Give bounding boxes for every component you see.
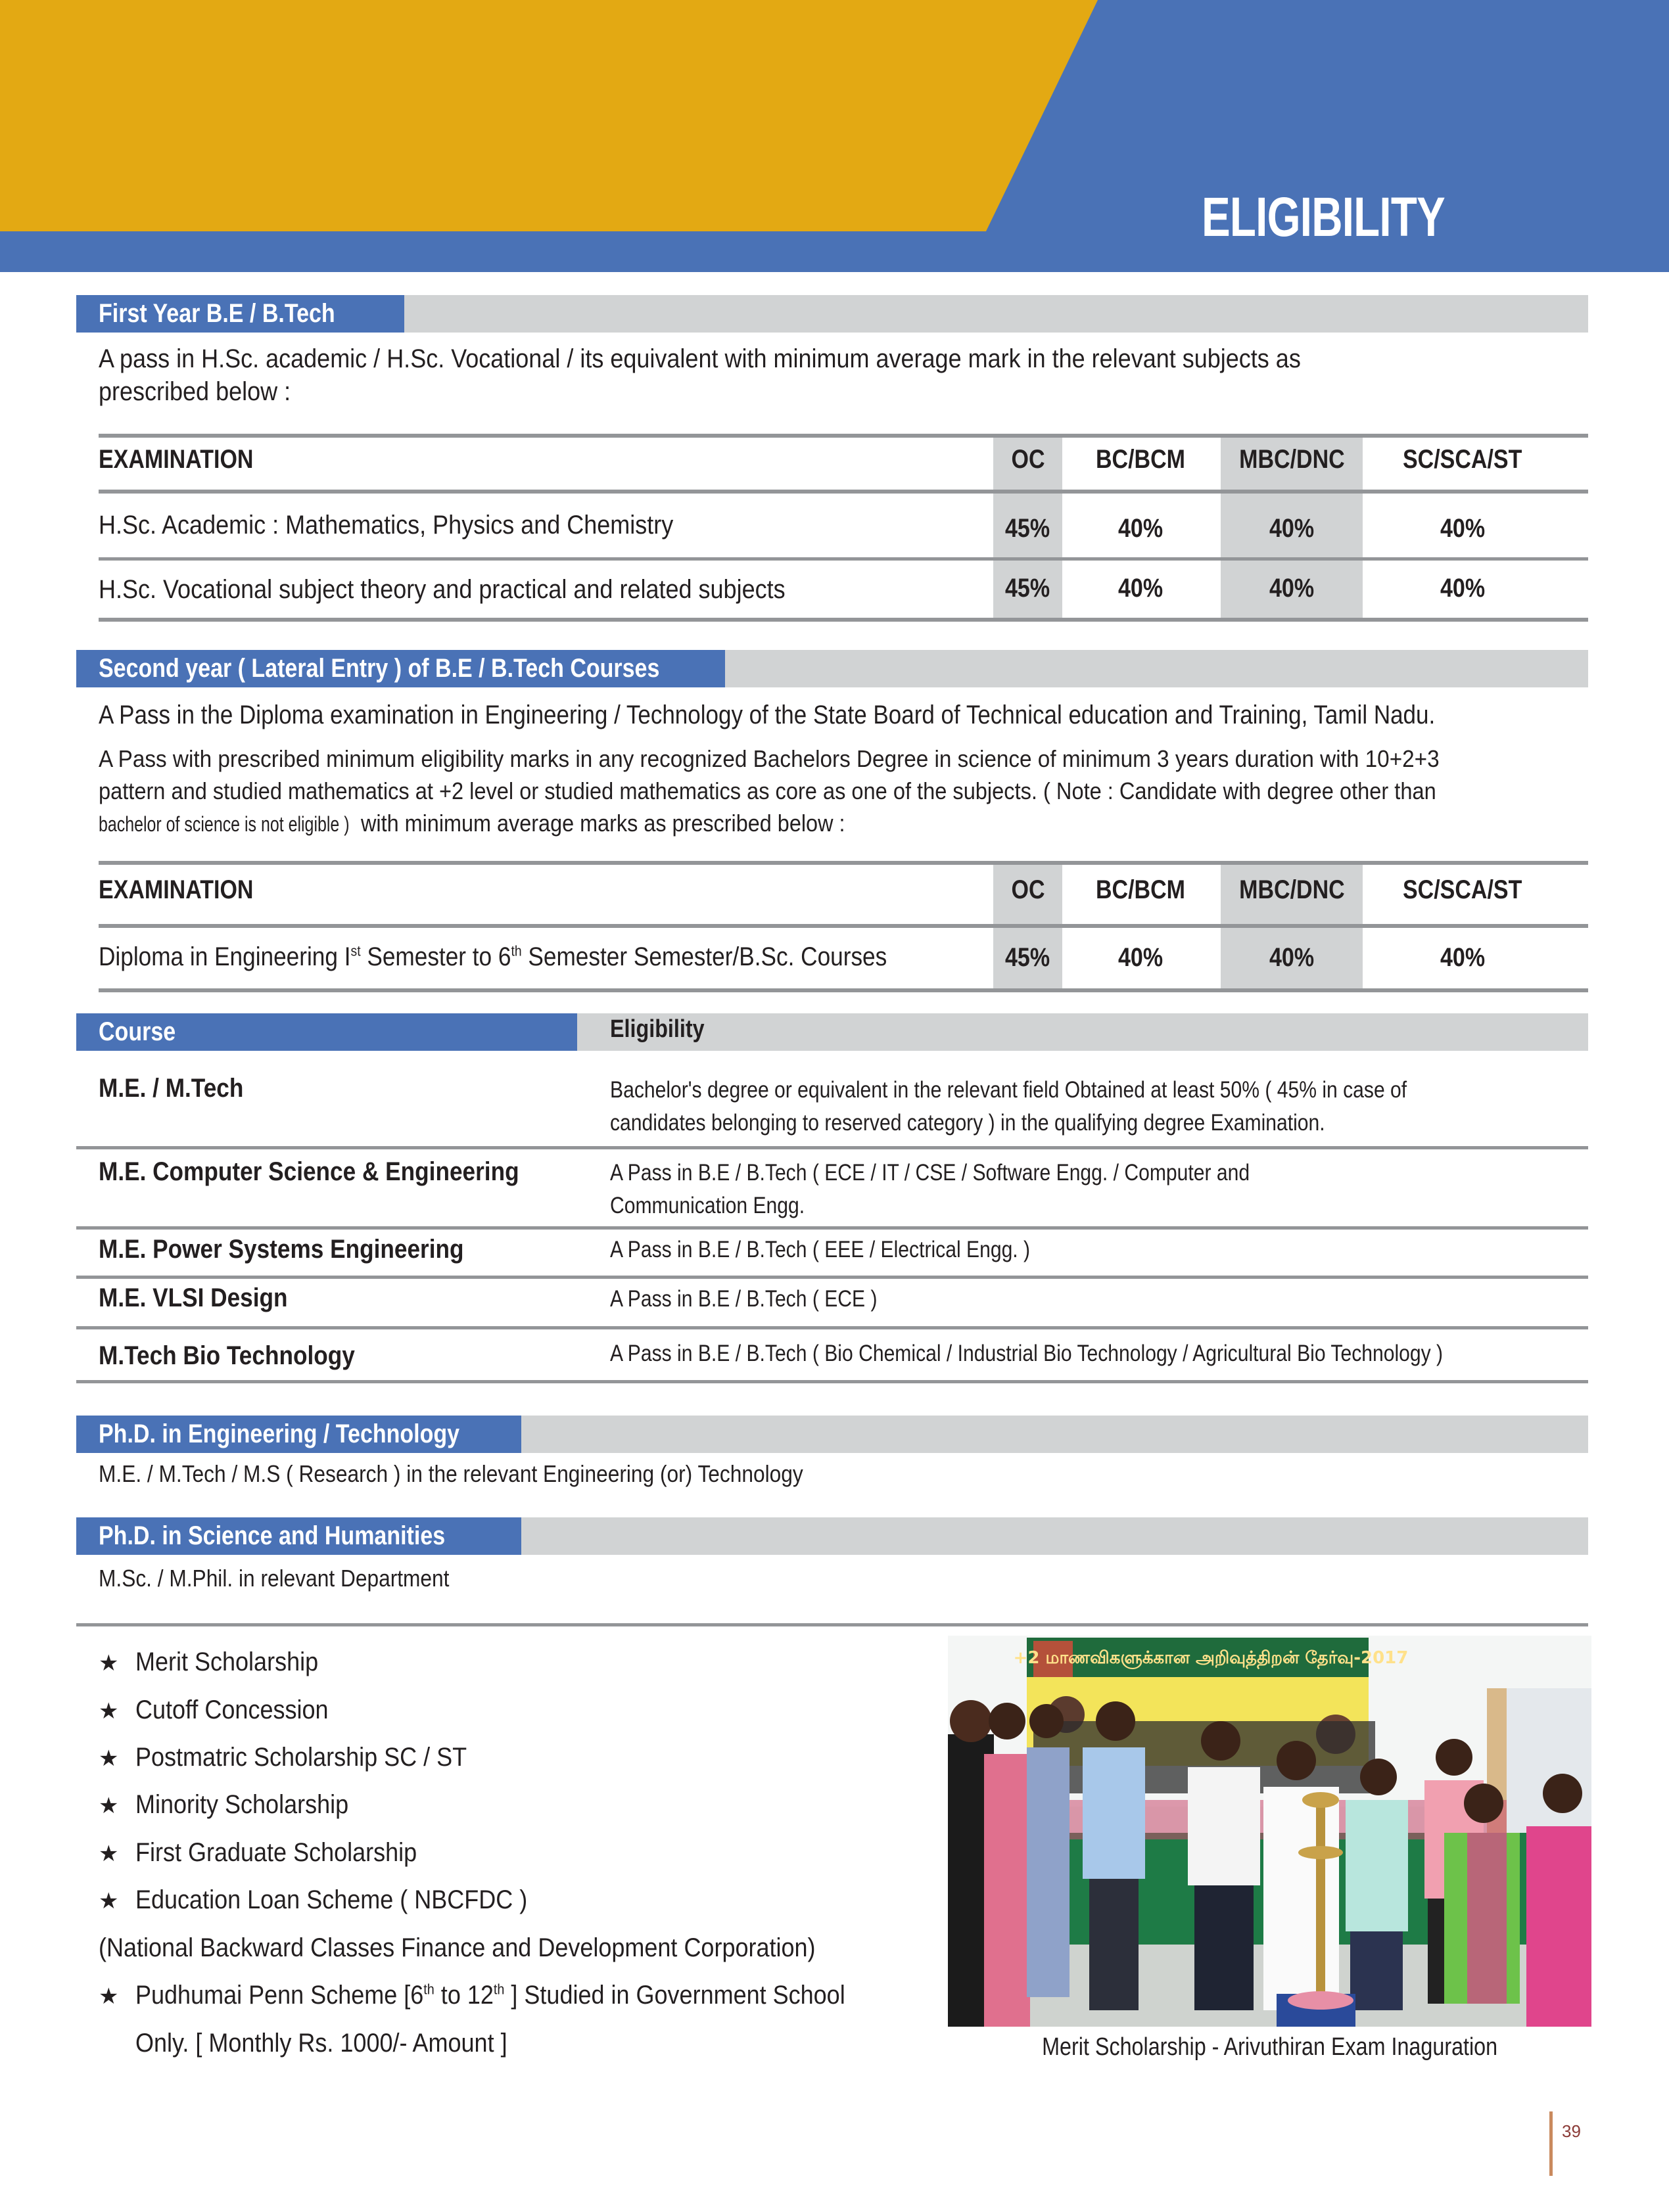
- list-item: ★ Cutoff Concession: [99, 1695, 329, 1724]
- star-icon: ★: [99, 1984, 119, 2009]
- course-eligibility: Bachelor's degree or equivalent in the relevant field Obtained at least 50% ( 45% in case of candidates belonging to reserved category ) in the qualifying degree Examination.: [610, 1077, 1407, 1136]
- phd-engineering-text: M.E. / M.Tech / M.S ( Research ) in the relevant Engineering (or) Technology: [99, 1460, 803, 1487]
- column-header-mbc: MBC/DNC: [1238, 445, 1345, 474]
- first-year-intro-line-1: A pass in H.Sc. academic / H.Sc. Vocational / its equivalent with minimum average mark in the relevant subjects as: [99, 344, 1301, 373]
- course-name: M.E. VLSI Design: [99, 1283, 288, 1312]
- value-bc: 40%: [1117, 943, 1164, 972]
- section-bar-phd-engineering: [76, 1416, 1588, 1453]
- course-eligibility: A Pass in B.E / B.Tech ( Bio Chemical / Industrial Bio Technology / Agricultural Bio Technology ): [610, 1341, 1444, 1366]
- table-rule: [99, 618, 1588, 622]
- course-name: M.Tech Bio Technology: [99, 1341, 355, 1370]
- column-header-sc: SC/SCA/ST: [1403, 875, 1522, 904]
- page-title: ELIGIBILITY: [1202, 186, 1445, 248]
- section-bar-first-year: [76, 295, 1588, 333]
- table-rule: [99, 557, 1588, 561]
- pudhumai-line-2: Only. [ Monthly Rs. 1000/- Amount ]: [135, 2029, 507, 2058]
- column-header-course: Course: [76, 1013, 577, 1051]
- table-rule: [99, 434, 1588, 438]
- value-mbc: 40%: [1269, 943, 1315, 972]
- section-divider: [76, 1623, 1588, 1626]
- course-eligibility: A Pass in B.E / B.Tech ( ECE ): [610, 1286, 878, 1312]
- list-item: ★ Merit Scholarship: [99, 1647, 319, 1676]
- exam-name: H.Sc. Academic : Mathematics, Physics and Chemistry: [99, 511, 674, 540]
- lateral-para-1: A Pass in the Diploma examination in Engineering / Technology of the State Board of Technical education and Training, Tamil Nadu.: [99, 701, 1436, 729]
- value-bc: 40%: [1117, 574, 1164, 603]
- photo-caption: Merit Scholarship - Arivuthiran Exam Inaguration: [1042, 2033, 1497, 2061]
- section-heading-phd-science: Ph.D. in Science and Humanities: [76, 1517, 521, 1555]
- column-header-bc: BC/BCM: [1095, 875, 1185, 904]
- page-number: 39: [1562, 2121, 1581, 2141]
- table-rule: [76, 1380, 1588, 1383]
- list-item: ★ Minority Scholarship: [99, 1790, 349, 1819]
- column-header-examination: EXAMINATION: [99, 445, 254, 474]
- event-photo-illustration: [948, 1636, 1591, 2027]
- course-name: M.E. Power Systems Engineering: [99, 1235, 464, 1264]
- page-number-bar: [1549, 2111, 1553, 2176]
- exam-name: H.Sc. Vocational subject theory and practical and related subjects: [99, 575, 786, 604]
- list-item: ★ Education Loan Scheme ( NBCFDC ): [99, 1885, 528, 1914]
- table-rule: [76, 1276, 1588, 1279]
- course-eligibility: A Pass in B.E / B.Tech ( ECE / IT / CSE / Software Engg. / Computer and Communication Engg.: [610, 1160, 1250, 1218]
- banner-text: +2 மாணவிகளுக்கான அறிவுத்திறன் தேர்வு-2017: [1013, 1648, 1409, 1668]
- value-oc: 45%: [1005, 514, 1050, 543]
- value-bc: 40%: [1117, 514, 1164, 543]
- course-name: M.E. Computer Science & Engineering: [99, 1157, 519, 1186]
- column-header-sc: SC/SCA/ST: [1403, 445, 1522, 474]
- column-header-bc: BC/BCM: [1095, 445, 1185, 474]
- course-table-header: [76, 1013, 1588, 1051]
- table-rule: [99, 490, 1588, 494]
- value-mbc: 40%: [1269, 574, 1315, 603]
- value-sc: 40%: [1440, 574, 1486, 603]
- column-header-mbc: MBC/DNC: [1238, 875, 1345, 904]
- nbcfdc-note: (National Backward Classes Finance and Development Corporation): [99, 1933, 816, 1962]
- header-accent-shape: [0, 0, 1117, 231]
- list-item: ★ Pudhumai Penn Scheme [6th to 12th ] Studied in Government School: [99, 1981, 845, 2010]
- table-rule: [99, 924, 1588, 928]
- column-header-eligibility: Eligibility: [610, 1015, 705, 1043]
- section-heading-phd-engineering: Ph.D. in Engineering / Technology: [76, 1416, 521, 1453]
- table-rule: [76, 1146, 1588, 1149]
- section-heading-lateral-entry: Second year ( Lateral Entry ) of B.E / B.Tech Courses: [76, 650, 725, 687]
- star-icon: ★: [99, 1651, 119, 1676]
- first-year-intro-line-2: prescribed below :: [99, 377, 291, 406]
- value-mbc: 40%: [1269, 514, 1315, 543]
- section-bar-lateral-entry: [76, 650, 1588, 687]
- value-sc: 40%: [1440, 514, 1486, 543]
- course-eligibility: A Pass in B.E / B.Tech ( EEE / Electrical Engg. ): [610, 1237, 1031, 1262]
- table-rule: [76, 1326, 1588, 1329]
- event-photo: [948, 1636, 1591, 2027]
- value-oc: 45%: [1005, 943, 1050, 972]
- star-icon: ★: [99, 1699, 119, 1724]
- star-icon: ★: [99, 1889, 119, 1914]
- table-rule: [76, 1226, 1588, 1230]
- lateral-para-2-line-1: A Pass with prescribed minimum eligibility marks in any recognized Bachelors Degree in science of minimum 3 years duration with 10+2+3: [99, 745, 1440, 772]
- lateral-para-2-line-2: pattern and studied mathematics at +2 level or studied mathematics as core as one of the subjects. ( Note : Candidate with degree other than: [99, 777, 1436, 804]
- table-rule: [99, 861, 1588, 865]
- table-rule: [99, 988, 1588, 992]
- exam-name: Diploma in Engineering Ist Semester to 6th Semester Semester/B.Sc. Courses: [99, 942, 887, 971]
- section-bar-phd-science: [76, 1517, 1588, 1555]
- star-icon: ★: [99, 1793, 119, 1818]
- list-item: ★ First Graduate Scholarship: [99, 1838, 417, 1867]
- column-header-oc: OC: [1011, 875, 1045, 904]
- course-name: M.E. / M.Tech: [99, 1074, 244, 1103]
- star-icon: ★: [99, 1841, 119, 1866]
- star-icon: ★: [99, 1746, 119, 1771]
- phd-science-text: M.Sc. / M.Phil. in relevant Department: [99, 1565, 450, 1592]
- list-item: ★ Postmatric Scholarship SC / ST: [99, 1743, 467, 1772]
- value-sc: 40%: [1440, 943, 1486, 972]
- value-oc: 45%: [1005, 574, 1050, 603]
- column-header-examination: EXAMINATION: [99, 875, 254, 904]
- section-heading-first-year: First Year B.E / B.Tech: [76, 295, 404, 333]
- lateral-para-2-line-3: bachelor of science is not eligible )with minimum average marks as prescribed below :: [99, 810, 845, 837]
- column-header-oc: OC: [1011, 445, 1045, 474]
